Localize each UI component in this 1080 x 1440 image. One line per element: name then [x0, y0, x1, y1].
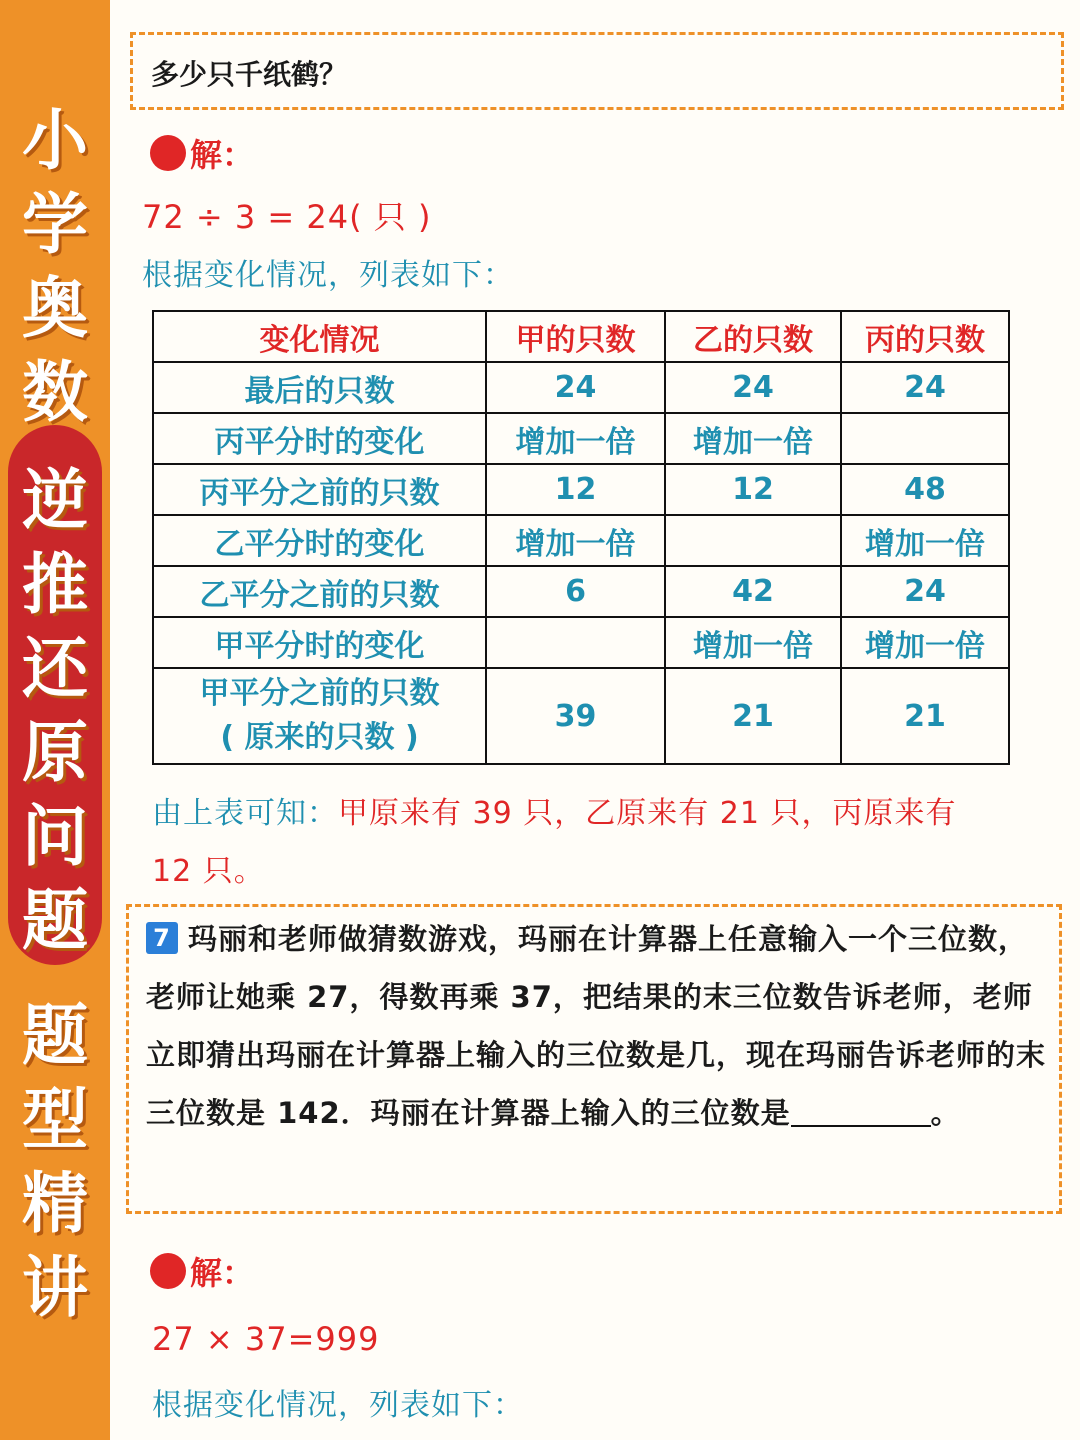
solution2-label	[150, 1248, 254, 1294]
table-cell	[665, 515, 841, 566]
table-cell: 乙平分时的变化	[153, 515, 486, 566]
sidebar-char: 奥	[22, 270, 88, 347]
solution-intro: 根据变化情况，列表如下：	[142, 258, 514, 293]
table-row	[153, 362, 1009, 413]
sidebar-char: 数	[22, 354, 88, 431]
pill-char: 题	[22, 882, 88, 959]
sidebar	[0, 0, 110, 1440]
table-cell-line: 甲平分之前的只数	[199, 676, 440, 711]
table-header-cell: 乙的只数	[665, 311, 841, 362]
table-header-cell: 丙的只数	[841, 311, 1009, 362]
table-header-row	[153, 311, 1009, 362]
conclusion-prefix: 由上表可知：	[152, 796, 338, 831]
solution2-calc: 27 × 37=999	[152, 1320, 380, 1358]
table-cell: 增加一倍	[665, 413, 841, 464]
conclusion-line1	[152, 788, 957, 832]
table-cell: 增加一倍	[665, 617, 841, 668]
table-cell: 最后的只数	[153, 362, 486, 413]
table-cell	[841, 413, 1009, 464]
table-cell: 甲平分时的变化	[153, 617, 486, 668]
table-cell: 增加一倍	[486, 515, 665, 566]
solution-label	[150, 130, 254, 176]
answer-blank	[791, 1095, 931, 1127]
solution2-label-text: 解：	[190, 1254, 255, 1292]
problem-body: 玛丽和老师做猜数游戏，玛丽在计算器上任意输入一个三位数，老师让她乘 27，得数再乘 37，把结果的末三位数告诉老师，老师立即猜出玛丽在计算器上输入的三位数是几，现在玛丽告诉老师的末三位数是 142．玛丽在计算器上输入的三位数是	[146, 922, 1047, 1130]
solution2-intro: 根据变化情况，列表如下：	[152, 1388, 524, 1423]
table-cell: 6	[486, 566, 665, 617]
table-cell-line: ( 原来的只数 )	[220, 720, 419, 755]
problem-end: 。	[930, 1096, 961, 1130]
table-cell	[153, 668, 486, 764]
table-cell: 42	[665, 566, 841, 617]
table-header-cell: 甲的只数	[486, 311, 665, 362]
sidebar-char: 学	[22, 186, 88, 263]
table-cell: 12	[665, 464, 841, 515]
table-row	[153, 566, 1009, 617]
table-cell: 24	[841, 362, 1009, 413]
table-header-cell: 变化情况	[153, 311, 486, 362]
question-box	[130, 32, 1064, 110]
table-cell: 丙平分之前的只数	[153, 464, 486, 515]
conclusion-text: 甲原来有 39 只，乙原来有 21 只，丙原来有	[338, 796, 957, 831]
table-cell: 48	[841, 464, 1009, 515]
solution-calc: 72 ÷ 3 = 24( 只 )	[142, 198, 432, 236]
table-row	[153, 464, 1009, 515]
pill-char: 问	[22, 798, 88, 875]
table-cell	[486, 617, 665, 668]
table-row	[153, 413, 1009, 464]
conclusion-line2: 12 只。	[152, 854, 265, 889]
table-cell: 增加一倍	[486, 413, 665, 464]
sidebar-char: 精	[22, 1165, 88, 1242]
table-cell: 24	[486, 362, 665, 413]
problem-text	[146, 910, 1046, 1142]
table-cell: 21	[841, 668, 1009, 764]
table-row	[153, 515, 1009, 566]
sidebar-char: 型	[22, 1081, 88, 1158]
table-cell: 乙平分之前的只数	[153, 566, 486, 617]
pill-char: 推	[22, 546, 88, 623]
sidebar-char: 题	[22, 997, 88, 1074]
table-cell: 24	[841, 566, 1009, 617]
table-cell: 21	[665, 668, 841, 764]
red-dot-icon	[150, 135, 186, 171]
table-cell: 丙平分时的变化	[153, 413, 486, 464]
table-cell: 增加一倍	[841, 617, 1009, 668]
table-row	[153, 617, 1009, 668]
table-cell: 增加一倍	[841, 515, 1009, 566]
red-dot-icon	[150, 1253, 186, 1289]
solution-label-text: 解：	[190, 136, 255, 174]
pill-char: 原	[22, 714, 88, 791]
pill-char: 逆	[22, 462, 88, 539]
problem-number-badge: 7	[146, 922, 178, 954]
table-row	[153, 668, 1009, 764]
table-cell: 24	[665, 362, 841, 413]
sidebar-char: 讲	[22, 1249, 88, 1326]
pill-char: 还	[22, 630, 88, 707]
table-cell: 39	[486, 668, 665, 764]
change-table	[152, 310, 1010, 765]
table-cell: 12	[486, 464, 665, 515]
sidebar-char: 小	[22, 102, 88, 179]
question-text: 多少只千纸鹤？	[151, 58, 348, 91]
